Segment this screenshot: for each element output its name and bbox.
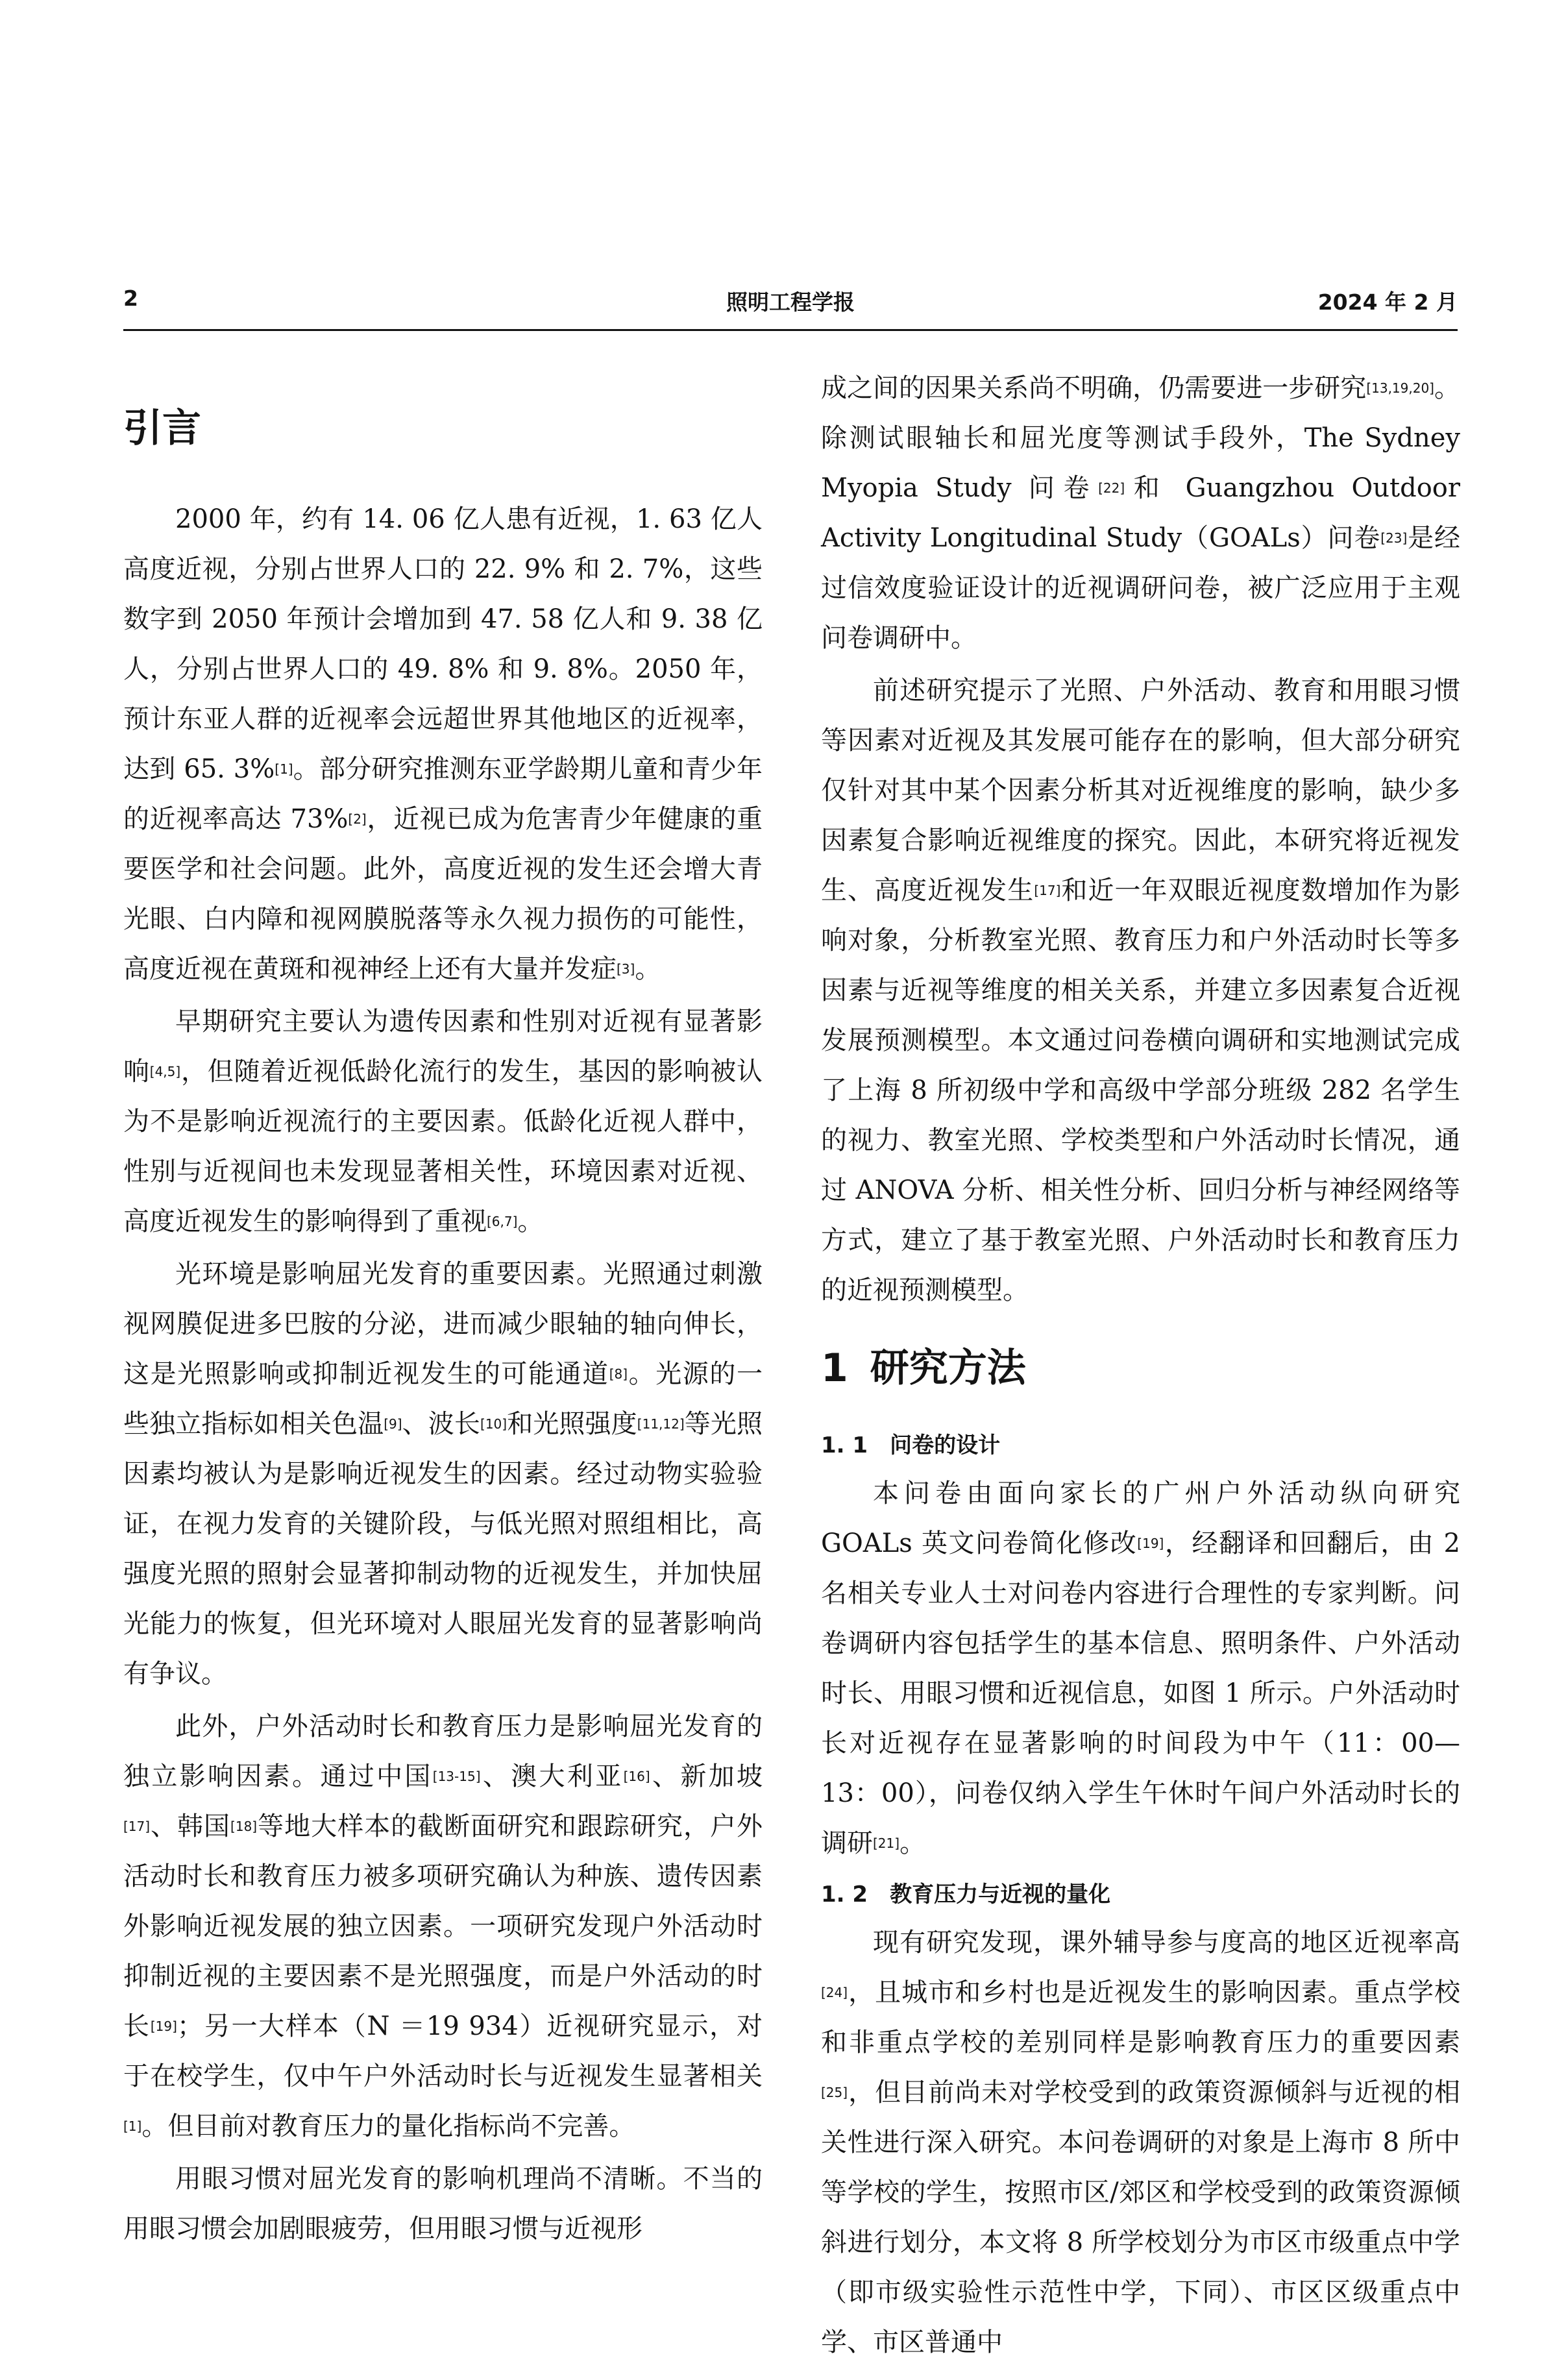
running-header	[123, 286, 1458, 322]
paragraph-continued: 成之间的因果关系尚不明确，仍需要进一步研究[13,19,20]。除测试眼轴长和屈光度等测试手段外，The Sydney Myopia Study 问卷[22]和 Guangzhou Outdoor Activity Longitudinal Study（GOALs）问卷[23]是经过信效度验证设计的近视调研问卷，被广泛应用于主观问卷调研中。	[821, 373, 1460, 653]
issue-date: 2024 年 2 月	[1317, 289, 1458, 315]
citation: [21]	[873, 1835, 900, 1851]
citation: [25]	[821, 2085, 848, 2100]
paragraph: 本问卷由面向家长的广州户外活动纵向研究 GOALs 英文问卷简化修改[19]，经翻译和回翻后，由 2 名相关专业人士对问卷内容进行合理性的专家判断。问卷调研内容包括学生的基本信息、照明条件、户外活动时长、用眼习惯和近视信息，如图 1 所示。户外活动时长对近视存在显著影响的时间段为中午（11：00—13：00），问卷仅纳入学生午休时午间户外活动时长的调研[21]。	[821, 1478, 1460, 1858]
citation: [18]	[230, 1819, 258, 1834]
citation: [17]	[1034, 883, 1061, 898]
journal-title: 照明工程学报	[726, 289, 855, 315]
citation: [13,19,20]	[1366, 380, 1434, 396]
left-column	[123, 363, 763, 2257]
paragraph: 现有研究发现，课外辅导参与度高的地区近视率高[24]，且城市和乡村也是近视发生的影响因素。重点学校和非重点学校的差别同样是影响教育压力的重要因素[25]，但目前尚未对学校受到的政策资源倾斜与近视的相关性进行深入研究。本问卷调研的对象是上海市 8 所中等学校的学生，按照市区/郊区和学校受到的政策资源倾斜进行划分，本文将 8 所学校划分为市区市级重点中学（即市级实验性示范性中学，下同）、市区区级重点中学、市区普通中	[821, 1928, 1460, 2357]
page-number: 2	[123, 286, 138, 311]
citation: [2]	[348, 811, 367, 827]
citation: [10]	[480, 1416, 508, 1432]
citation: [9]	[384, 1416, 402, 1432]
citation: [13-15]	[432, 1769, 481, 1784]
subsection-title: 教育压力与近视的量化	[890, 1882, 1111, 1908]
subsection-heading-education-pressure	[821, 1871, 1460, 1918]
paragraph: 前述研究提示了光照、户外活动、教育和用眼习惯等因素对近视及其发展可能存在的影响，但大部分研究仅针对其中某个因素分析其对近视维度的影响，缺少多因素复合影响近视维度的探究。因此，本研究将近视发生、高度近视发生[17]和近一年双眼近视度数增加作为影响对象，分析教室光照、教育压力和户外活动时长等多因素与近视等维度的相关关系，并建立多因素复合近视发展预测模型。本文通过问卷横向调研和实地测试完成了上海 8 所初级中学和高级中学部分班级 282 名学生的视力、教室光照、学校类型和户外活动时长情况，通过 ANOVA 分析、相关性分析、回归分析与神经网络等方式，建立了基于教室光照、户外活动时长和教育压力的近视预测模型。	[821, 676, 1461, 1305]
right-column	[821, 363, 1460, 2370]
paragraph: 早期研究主要认为遗传因素和性别对近视有显著影响[4,5]，但随着近视低龄化流行的发生，基因的影响被认为不是影响近视流行的主要因素。低龄化近视人群中，性别与近视间也未发现显著相关性，环境因素对近视、高度近视发生的影响得到了重视[6,7]。	[123, 1007, 763, 1236]
citation: [22]	[1098, 480, 1125, 496]
citation: [11,12]	[637, 1416, 685, 1432]
citation: [17]	[123, 1819, 151, 1834]
citation: [19]	[1137, 1536, 1164, 1551]
subsection-number: 1. 2	[821, 1882, 868, 1908]
header-rule	[123, 329, 1458, 331]
citation: [19]	[150, 2018, 177, 2034]
section-heading-introduction: 引言	[123, 406, 201, 451]
citation: [8]	[609, 1366, 628, 1382]
subsection-heading-questionnaire	[821, 1422, 1460, 1469]
paragraph: 光环境是影响屈光发育的重要因素。光照通过刺激视网膜促进多巴胺的分泌，进而减少眼轴的轴向伸长，这是光照影响或抑制近视发生的可能通道[8]。光源的一些独立指标如相关色温[9]、波长[10]和光照强度[11,12]等光照因素均被认为是影响近视发生的因素。经过动物实验验证，在视力发育的关键阶段，与低光照对照组相比，高强度光照的照射会显著抑制动物的近视发生，并加快屈光能力的恢复，但光环境对人眼屈光发育的显著影响尚有争议。	[123, 1259, 763, 1689]
section-number: 1	[821, 1345, 848, 1391]
section-title: 研究方法	[870, 1345, 1026, 1391]
citation: [16]	[623, 1769, 650, 1784]
citation: [6,7]	[487, 1214, 518, 1229]
paragraph: 用眼习惯对屈光发育的影响机理尚不清晰。不当的用眼习惯会加剧眼疲劳，但用眼习惯与近视形	[123, 2164, 763, 2244]
subsection-number: 1. 1	[821, 1432, 868, 1458]
citation: [3]	[617, 961, 635, 977]
citation: [23]	[1380, 530, 1408, 546]
citation: [24]	[821, 1985, 848, 2000]
citation: [4,5]	[149, 1064, 181, 1079]
paragraph: 此外，户外活动时长和教育压力是影响屈光发育的独立影响因素。通过中国[13-15]、澳大利亚[16]、新加坡[17]、韩国[18]等地大样本的截断面研究和跟踪研究，户外活动时长和教育压力被多项研究确认为种族、遗传因素外影响近视发展的独立因素。一项研究发现户外活动时抑制近视的主要因素不是光照强度，而是户外活动的时长[19]；另一大样本（N ＝19 934）近视研究显示，对于在校学生，仅中午户外活动时长与近视发生显著相关[1]。但目前对教育压力的量化指标尚不完善。	[123, 1711, 763, 2141]
paragraph: 2000 年，约有 14. 06 亿人患有近视，1. 63 亿人高度近视，分别占世界人口的 22. 9% 和 2. 7%，这些数字到 2050 年预计会增加到 47. 58 亿人和 9. 38 亿人，分别占世界人口的 49. 8% 和 9. 8%。2050 年，预计东亚人群的近视率会远超世界其他地区的近视率，达到 65. 3%[1]。部分研究推测东亚学龄期儿童和青少年的近视率高达 73%[2]，近视已成为危害青少年健康的重要医学和社会问题。此外，高度近视的发生还会增大青光眼、白内障和视网膜脱落等永久视力损伤的可能性，高度近视在黄斑和视神经上还有大量并发症[3]。	[123, 504, 763, 984]
citation: [1]	[275, 761, 293, 777]
subsection-title: 问卷的设计	[890, 1432, 1001, 1458]
section-heading-methods	[821, 1326, 1460, 1410]
citation: [1]	[123, 2118, 142, 2134]
